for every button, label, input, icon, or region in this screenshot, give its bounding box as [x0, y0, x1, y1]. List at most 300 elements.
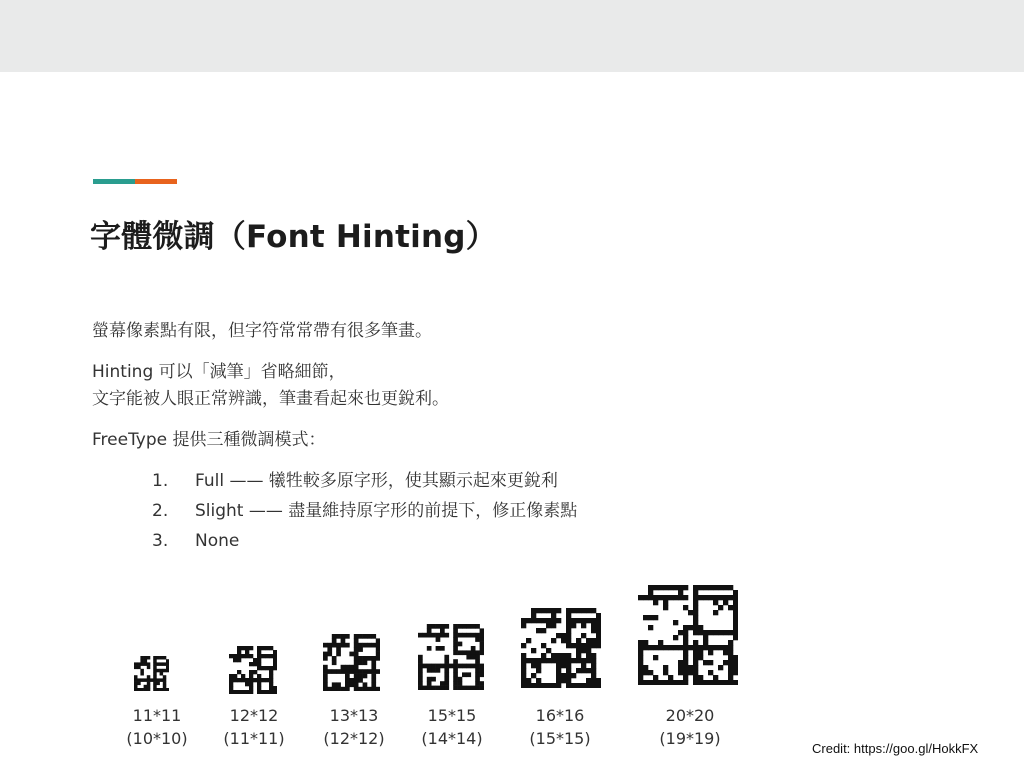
glyph-pixel [257, 654, 261, 658]
glyph-pixel [134, 682, 138, 686]
glyph-pixel [261, 690, 265, 694]
glyph-pixel [471, 650, 476, 655]
glyph-pixel [658, 645, 663, 650]
glyph-pixel [703, 630, 708, 635]
glyph-pixel [144, 685, 148, 689]
glyph-pixel [581, 608, 586, 613]
glyph-pixel [137, 678, 141, 682]
glyph-pixel [663, 680, 668, 685]
glyph-pixel [693, 675, 698, 680]
glyph-pixel [471, 624, 476, 629]
glyph-size-hinted: (14*14) [421, 729, 483, 748]
glyph-pixel [475, 686, 480, 690]
glyph-caption [107, 704, 207, 750]
glyph-pixel [458, 633, 463, 638]
glyph-pixel [536, 628, 541, 633]
glyph-pixel [475, 672, 480, 677]
glyph-pixel [354, 687, 359, 691]
pixel-glyph-svg [134, 656, 169, 691]
glyph-pixel [728, 655, 733, 660]
glyph-pixel [354, 682, 359, 687]
glyph-pixel [480, 642, 484, 647]
glyph-pixel [683, 640, 688, 645]
glyph-pixel [363, 682, 368, 687]
glyph-pixel [596, 623, 601, 628]
glyph-pixel [526, 658, 531, 663]
glyph-pixel [371, 665, 376, 670]
glyph-pixel [581, 658, 586, 663]
glyph-pixel [728, 650, 733, 655]
glyph-pixel [418, 681, 423, 686]
glyph-pixel [541, 658, 546, 663]
glyph-pixel [703, 635, 708, 640]
glyph-pixel [521, 658, 526, 663]
glyph-pixel [576, 618, 581, 623]
glyph-pixel [683, 655, 688, 660]
glyph-pixel [444, 686, 449, 690]
glyph-pixel [153, 656, 157, 660]
glyph-pixel [591, 678, 596, 683]
glyph-pixel [733, 625, 738, 630]
glyph-pixel [418, 677, 423, 682]
glyph-pixel [471, 664, 476, 669]
glyph-pixel [257, 662, 261, 666]
glyph-pixel [444, 664, 449, 669]
glyph-pixel [683, 645, 688, 650]
glyph-pixel [147, 688, 151, 691]
glyph-pixel [693, 590, 698, 595]
glyph-pixel [638, 655, 643, 660]
glyph-pixel [163, 656, 167, 660]
glyph-pixel [358, 687, 363, 691]
glyph-pixel [643, 665, 648, 670]
glyph-pixel [586, 608, 591, 613]
glyph-pixel [436, 633, 441, 638]
glyph-pixel [566, 618, 571, 623]
glyph-pixel [480, 672, 484, 677]
glyph-pixel [683, 680, 688, 685]
glyph-pixel [693, 585, 698, 590]
glyph-pixel [323, 682, 328, 687]
glyph-pixel [376, 647, 380, 652]
glyph-pixel [345, 669, 350, 674]
glyph-pixel [526, 678, 531, 683]
glyph-pixel [475, 664, 480, 669]
glyph-pixel [703, 660, 708, 665]
glyph-pixel [453, 646, 458, 651]
glyph-pixel [643, 615, 648, 620]
glyph-pixel [703, 645, 708, 650]
glyph-pixel [431, 668, 436, 673]
glyph-pixel [156, 662, 160, 666]
glyph-pixel [733, 670, 738, 675]
list-text: Slight —— 盡量維持原字形的前提下，修正像素點 [195, 501, 578, 521]
glyph-pixel [653, 675, 658, 680]
pixel-glyph-icon [323, 634, 380, 691]
glyph-pixel [453, 650, 458, 655]
glyph-pixel [134, 666, 138, 670]
glyph-pixel [688, 625, 693, 630]
glyph-pixel [693, 625, 698, 630]
glyph-pixel [551, 618, 556, 623]
glyph-pixel [653, 680, 658, 685]
glyph-pixel [718, 645, 723, 650]
glyph-pixel [269, 686, 273, 690]
pixel-glyph-icon [521, 608, 601, 688]
glyph-pixel [531, 618, 536, 623]
glyph-pixel [354, 634, 359, 639]
glyph-pixel [453, 664, 458, 669]
glyph-pixel [444, 681, 449, 686]
glyph-pixel [147, 682, 151, 686]
glyph-pixel [596, 633, 601, 638]
glyph-pixel [422, 686, 427, 690]
glyph-pixel [269, 670, 273, 674]
glyph-pixel [354, 660, 359, 665]
glyph-pixel [683, 650, 688, 655]
glyph-pixel [323, 674, 328, 679]
glyph-pixel [566, 673, 571, 678]
glyph-pixel [453, 681, 458, 686]
glyph-pixel [638, 650, 643, 655]
glyph-pixel [480, 637, 484, 642]
glyph-pixel [249, 662, 253, 666]
glyph-pixel [723, 680, 728, 685]
glyph-pixel [586, 638, 591, 643]
glyph-pixel [475, 659, 480, 664]
glyph-pixel [422, 664, 427, 669]
glyph-pixel [541, 618, 546, 623]
glyph-pixel [253, 658, 257, 662]
glyph-pixel [541, 608, 546, 613]
list-item [92, 496, 792, 526]
glyph-pixel [688, 665, 693, 670]
glyph-pixel [245, 690, 249, 694]
glyph-pixel [336, 647, 341, 652]
glyph-pixel [440, 681, 445, 686]
glyph-pixel [703, 680, 708, 685]
glyph-pixel [673, 585, 678, 590]
glyph-pixel [723, 645, 728, 650]
glyph-pixel [718, 665, 723, 670]
glyph-pixel [462, 633, 467, 638]
glyph-pixel [354, 643, 359, 648]
glyph-pixel [436, 668, 441, 673]
glyph-pixel [156, 669, 160, 673]
glyph-pixel [156, 656, 160, 660]
glyph-pixel [678, 630, 683, 635]
glyph-pixel [427, 624, 432, 629]
glyph-pixel [436, 664, 441, 669]
glyph-pixel [229, 654, 233, 658]
glyph-pixel [678, 595, 683, 600]
glyph-pixel [683, 625, 688, 630]
glyph-pixel [261, 678, 265, 682]
glyph-pixel [673, 645, 678, 650]
glyph-pixel [166, 669, 169, 673]
glyph-pixel [733, 630, 738, 635]
glyph-pixel [341, 638, 346, 643]
glyph-pixel [718, 605, 723, 610]
glyph-pixel [471, 686, 476, 690]
glyph-pixel [581, 643, 586, 648]
glyph-pixel [703, 595, 708, 600]
glyph-pixel [166, 662, 169, 666]
glyph-pixel [160, 678, 164, 682]
list-number: 2. [152, 501, 169, 521]
glyph-pixel [693, 670, 698, 675]
glyph-pixel [327, 687, 332, 691]
glyph-pixel [643, 680, 648, 685]
glyph-pixel [678, 660, 683, 665]
glyph-pixel [134, 688, 138, 691]
pixel-glyph-svg [323, 634, 380, 691]
glyph-pixel [163, 685, 167, 689]
glyph-pixel [440, 664, 445, 669]
glyph-pixel [480, 681, 484, 686]
glyph-pixel [367, 669, 372, 674]
glyph-pixel [728, 665, 733, 670]
glyph-pixel [345, 643, 350, 648]
glyph-pixel [591, 628, 596, 633]
glyph-pixel [638, 645, 643, 650]
glyph-pixel [693, 605, 698, 610]
glyph-pixel [144, 662, 148, 666]
glyph-pixel [427, 664, 432, 669]
glyph-pixel [551, 683, 556, 688]
glyph-pixel [541, 653, 546, 658]
glyph-pixel [453, 686, 458, 690]
glyph-pixel [480, 646, 484, 651]
glyph-pixel [718, 595, 723, 600]
glyph-pixel [586, 683, 591, 688]
glyph-pixel [576, 608, 581, 613]
glyph-pixel [713, 645, 718, 650]
glyph-pixel [363, 660, 368, 665]
pixel-glyph-svg [418, 624, 484, 690]
glyph-pixel [658, 595, 663, 600]
glyph-pixel [427, 686, 432, 690]
glyph-pixel [693, 620, 698, 625]
glyph-pixel [418, 664, 423, 669]
glyph-pixel [444, 633, 449, 638]
glyph-pixel [591, 608, 596, 613]
glyph-pixel [140, 688, 144, 691]
glyph-pixel [147, 662, 151, 666]
glyph-pixel [458, 624, 463, 629]
glyph-pixel [591, 673, 596, 678]
glyph-pixel [323, 652, 328, 657]
glyph-pixel [693, 595, 698, 600]
glyph-pixel [566, 608, 571, 613]
glyph-pixel [453, 672, 458, 677]
glyph-pixel [723, 630, 728, 635]
glyph-pixel [153, 688, 157, 691]
glyph-pixel [431, 624, 436, 629]
glyph-pixel [449, 664, 454, 669]
glyph-pixel [566, 623, 571, 628]
glyph-pixel [586, 653, 591, 658]
glyph-pixel [257, 666, 261, 670]
glyph-pixel [733, 660, 738, 665]
glyph-pixel [354, 656, 359, 661]
glyph-pixel [323, 643, 328, 648]
glyph-pixel [336, 687, 341, 691]
glyph-pixel [160, 672, 164, 676]
glyph-pixel [693, 655, 698, 660]
glyph-pixel [596, 638, 601, 643]
glyph-pixel [367, 656, 372, 661]
glyph-pixel [140, 659, 144, 663]
glyph-pixel [708, 660, 713, 665]
glyph-pixel [245, 650, 249, 654]
glyph-pixel [480, 633, 484, 638]
glyph-pixel [668, 645, 673, 650]
glyph-size: 11*11 [132, 706, 182, 725]
glyph-pixel [728, 640, 733, 645]
glyph-pixel [596, 683, 601, 688]
glyph-pixel [546, 658, 551, 663]
glyph-pixel [163, 682, 167, 686]
glyph-pixel [273, 658, 277, 662]
glyph-pixel [566, 633, 571, 638]
glyph-pixel [658, 640, 663, 645]
glyph-pixel [367, 687, 372, 691]
glyph-pixel [591, 643, 596, 648]
glyph-pixel [708, 670, 713, 675]
glyph-pixel [723, 585, 728, 590]
glyph-pixel [371, 678, 376, 683]
glyph-pixel [336, 643, 341, 648]
glyph-pixel [160, 662, 164, 666]
glyph-pixel [693, 610, 698, 615]
glyph-pixel [683, 675, 688, 680]
glyph-pixel [591, 658, 596, 663]
glyph-pixel [327, 647, 332, 652]
slide-body [92, 318, 792, 556]
glyph-pixel [237, 654, 241, 658]
glyph-pixel [526, 638, 531, 643]
glyph-pixel [341, 687, 346, 691]
glyph-pixel [536, 608, 541, 613]
glyph-pixel [147, 656, 151, 660]
glyph-pixel [561, 658, 566, 663]
glyph-pixel [561, 638, 566, 643]
glyph-pixel [257, 678, 261, 682]
glyph-size: 16*16 [535, 706, 585, 725]
glyph-pixel [531, 608, 536, 613]
glyph-pixel [698, 630, 703, 635]
list-text: None [195, 531, 240, 551]
glyph-pixel [591, 653, 596, 658]
glyph-pixel [728, 605, 733, 610]
glyph-pixel [358, 678, 363, 683]
glyph-pixel [668, 595, 673, 600]
glyph-pixel [444, 655, 449, 660]
glyph-pixel [349, 682, 354, 687]
glyph-pixel [581, 618, 586, 623]
glyph-pixel [363, 669, 368, 674]
glyph-pixel [134, 675, 138, 679]
glyph-pixel [363, 634, 368, 639]
top-bar [0, 0, 1024, 72]
glyph-pixel [566, 638, 571, 643]
glyph-pixel [475, 650, 480, 655]
glyph-pixel [269, 666, 273, 670]
glyph-pixel [703, 585, 708, 590]
glyph-pixel [345, 687, 350, 691]
glyph-pixel [653, 645, 658, 650]
glyph-pixel [265, 678, 269, 682]
glyph-pixel [663, 595, 668, 600]
glyph-pixel [546, 683, 551, 688]
glyph-pixel [648, 595, 653, 600]
glyph-pixel [336, 682, 341, 687]
glyph-pixel [462, 624, 467, 629]
glyph-pixel [526, 618, 531, 623]
glyph-pixel [596, 628, 601, 633]
glyph-pixel [531, 683, 536, 688]
glyph-pixel [153, 659, 157, 663]
glyph-pixel [166, 688, 169, 691]
glyph-pixel [431, 633, 436, 638]
glyph-pixel [237, 670, 241, 674]
glyph-pixel [444, 659, 449, 664]
glyph-pixel [556, 683, 561, 688]
accent-orange-segment [135, 179, 177, 184]
glyph-pixel [147, 678, 151, 682]
glyph-pixel [521, 618, 526, 623]
glyph-pixel [541, 628, 546, 633]
glyph-caption [640, 704, 740, 750]
glyph-pixel [269, 654, 273, 658]
glyph-pixel [341, 669, 346, 674]
glyph-pixel [556, 663, 561, 668]
glyph-pixel [137, 682, 141, 686]
glyph-pixel [556, 658, 561, 663]
glyph-size: 12*12 [229, 706, 279, 725]
glyph-pixel [140, 656, 144, 660]
glyph-pixel [643, 670, 648, 675]
glyph-pixel [466, 664, 471, 669]
glyph-samples [0, 580, 1024, 760]
glyph-pixel [458, 642, 463, 647]
glyph-pixel [257, 650, 261, 654]
glyph-pixel [576, 653, 581, 658]
glyph-pixel [153, 662, 157, 666]
glyph-pixel [683, 670, 688, 675]
glyph-pixel [458, 686, 463, 690]
glyph-pixel [440, 628, 445, 633]
glyph-pixel [643, 645, 648, 650]
glyph-pixel [418, 686, 423, 690]
glyph-pixel [358, 634, 363, 639]
glyph-pixel [521, 623, 526, 628]
glyph-pixel [245, 678, 249, 682]
glyph-pixel [551, 658, 556, 663]
glyph-pixel [566, 658, 571, 663]
glyph-pixel [160, 669, 164, 673]
glyph-pixel [556, 668, 561, 673]
glyph-pixel [358, 647, 363, 652]
glyph-pixel [561, 653, 566, 658]
glyph-pixel [471, 646, 476, 651]
glyph-pixel [733, 620, 738, 625]
glyph-pixel [653, 585, 658, 590]
glyph-pixel [269, 690, 273, 694]
glyph-pixel [673, 620, 678, 625]
glyph-pixel [345, 674, 350, 679]
